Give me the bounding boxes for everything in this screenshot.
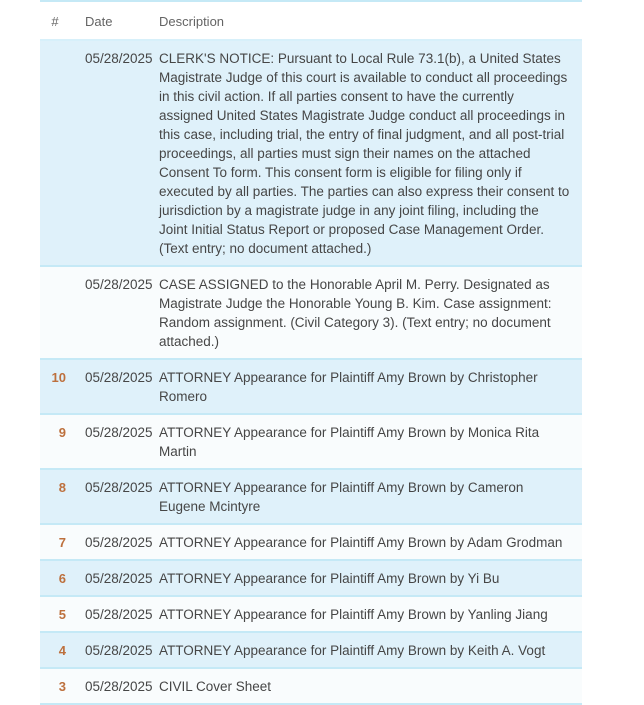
entry-description: CLERK'S NOTICE: Pursuant to Local Rule 73.1(b), a United States Magistrate Judge of this court is available to conduct all proceedings in this civil action. If all parties consent to have the currently assigned United States Magistrate Judge conduct all proceedings in this case, including trial, the entry of final judgment, and all post-trial proceedings, all parties must sign their names on the attached Consent To form. This consent form is eligible for filing only if executed by all parties. The parties can also express their consent to jurisdiction by a magistrate judge in any joint filing, including the Joint Initial Status Report or proposed Case Management Order. (Text entry; no document attached.) (145, 41, 582, 267)
entry-date: 05/28/2025 (70, 415, 145, 470)
doc-number-link[interactable]: 10 (40, 360, 70, 415)
entry-description: ATTORNEY Appearance for Plaintiff Amy Brown by Cameron Eugene Mcintyre (145, 470, 582, 525)
entry-description: ATTORNEY Appearance for Plaintiff Amy Brown by Yanling Jiang (145, 597, 582, 633)
entry-date: 05/28/2025 (70, 360, 145, 415)
entry-description: ATTORNEY Appearance for Plaintiff Amy Brown by Monica Rita Martin (145, 415, 582, 470)
entry-description: ATTORNEY Appearance for Plaintiff Amy Brown by Keith A. Vogt (145, 633, 582, 669)
column-header-date: Date (70, 2, 145, 41)
doc-number-link[interactable]: 3 (40, 669, 70, 705)
table-row (40, 633, 582, 669)
table-row (40, 525, 582, 561)
doc-number-link[interactable]: 9 (40, 415, 70, 470)
doc-number-link[interactable] (40, 41, 70, 267)
table-row (40, 470, 582, 525)
entry-date: 05/28/2025 (70, 633, 145, 669)
entry-description: CIVIL Cover Sheet (145, 669, 582, 705)
entry-date: 05/28/2025 (70, 561, 145, 597)
table-row (40, 561, 582, 597)
entry-description: CASE ASSIGNED to the Honorable April M. Perry. Designated as Magistrate Judge the Honorable Young B. Kim. Case assignment: Random assignment. (Civil Category 3). (Text entry; no document attached.) (145, 267, 582, 360)
entry-date: 05/28/2025 (70, 267, 145, 360)
entry-description: ATTORNEY Appearance for Plaintiff Amy Brown by Christopher Romero (145, 360, 582, 415)
entry-date: 05/28/2025 (70, 525, 145, 561)
table-row (40, 41, 582, 267)
table-row (40, 415, 582, 470)
column-header-description: Description (145, 2, 582, 41)
doc-number-link[interactable]: 6 (40, 561, 70, 597)
entry-description: ATTORNEY Appearance for Plaintiff Amy Brown by Yi Bu (145, 561, 582, 597)
table-row (40, 267, 582, 360)
table-row (40, 669, 582, 705)
header-row (40, 2, 582, 41)
doc-number-link[interactable]: 4 (40, 633, 70, 669)
column-header-number: # (40, 2, 70, 41)
docket-table-header (40, 2, 582, 41)
table-row (40, 360, 582, 415)
doc-number-link[interactable]: 5 (40, 597, 70, 633)
entry-date: 05/28/2025 (70, 669, 145, 705)
table-row (40, 597, 582, 633)
doc-number-link[interactable]: 7 (40, 525, 70, 561)
entry-date: 05/28/2025 (70, 597, 145, 633)
entry-date: 05/28/2025 (70, 41, 145, 267)
entry-description: ATTORNEY Appearance for Plaintiff Amy Brown by Adam Grodman (145, 525, 582, 561)
doc-number-link[interactable] (40, 267, 70, 360)
docket-table (40, 0, 582, 705)
entry-date: 05/28/2025 (70, 470, 145, 525)
docket-table-body (40, 41, 582, 705)
doc-number-link[interactable]: 8 (40, 470, 70, 525)
